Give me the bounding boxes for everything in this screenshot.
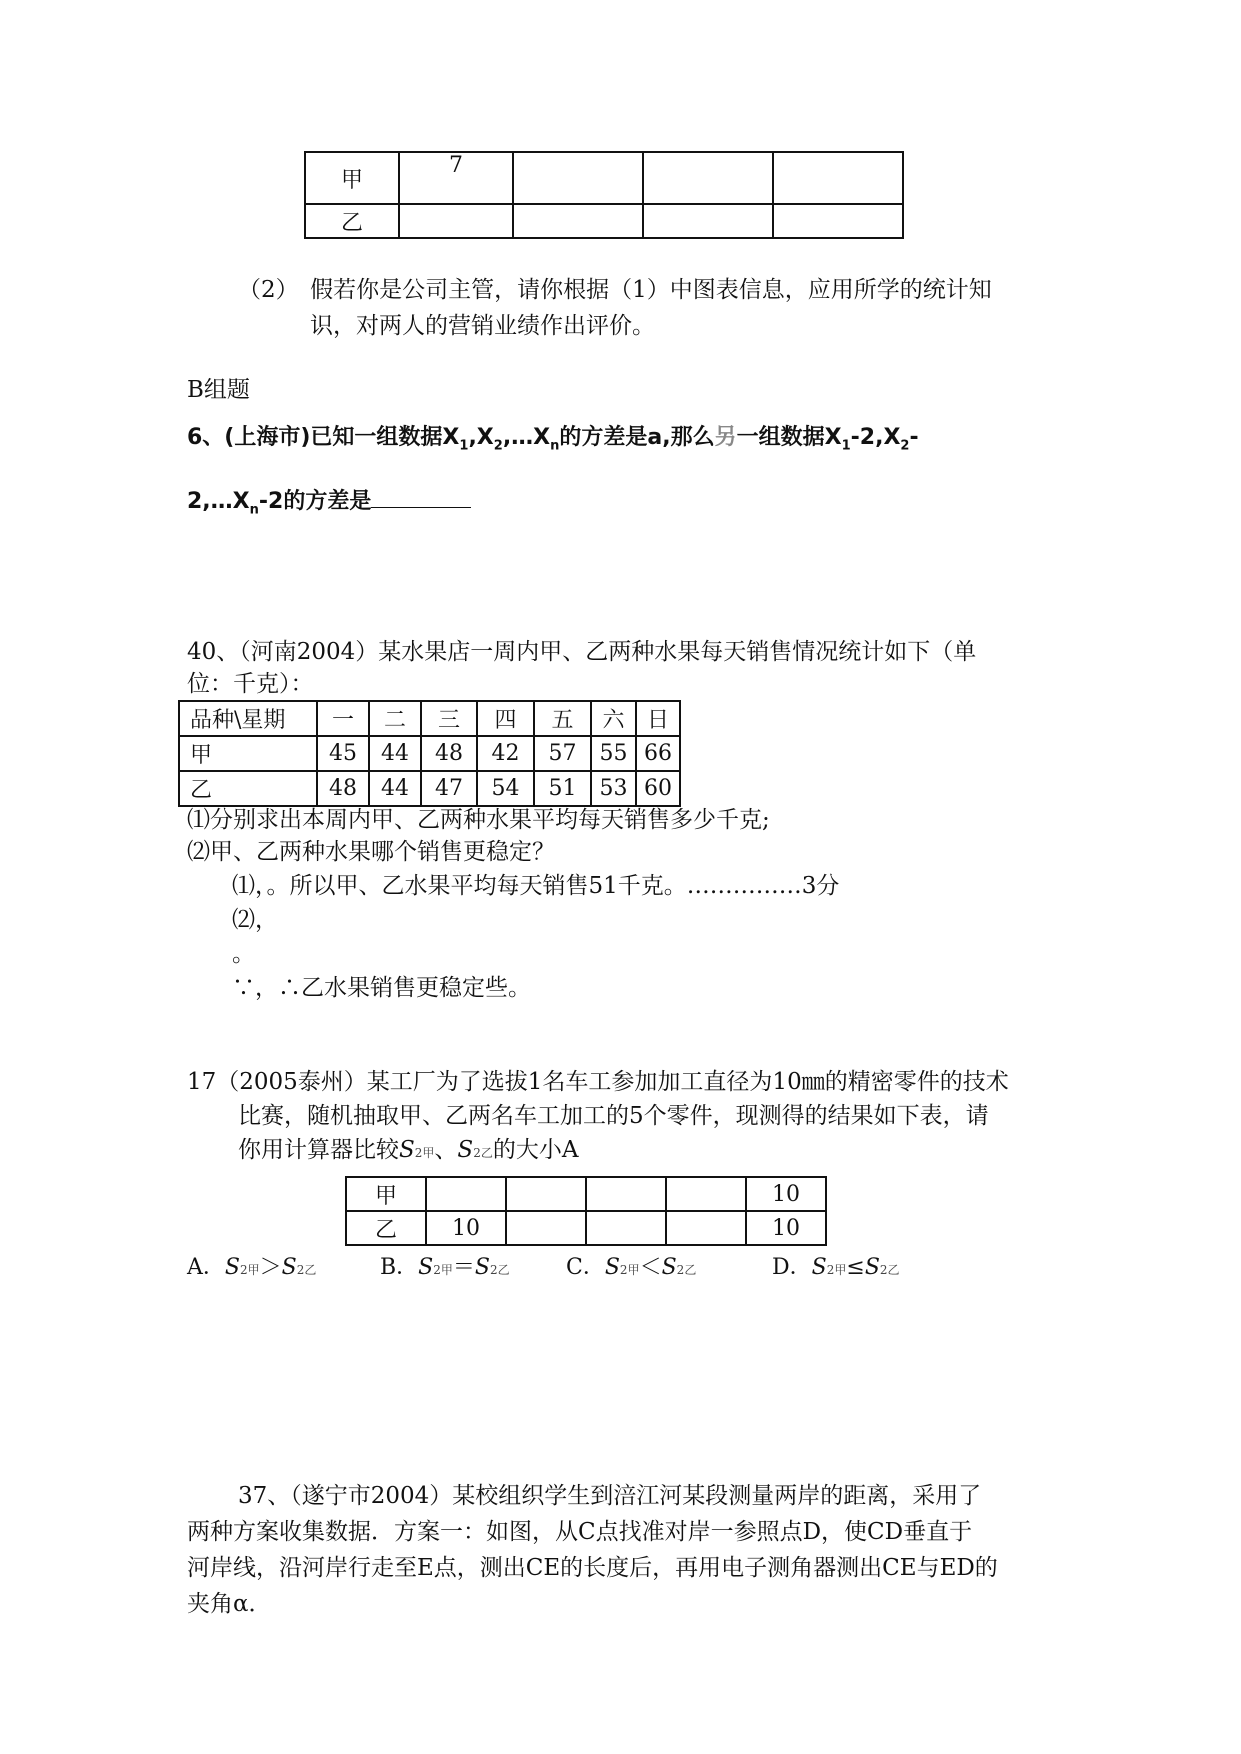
- table-cell: 7: [399, 152, 513, 204]
- table-cell: 44: [369, 771, 421, 806]
- table-cell: 44: [369, 736, 421, 771]
- header-cell: 六: [591, 701, 636, 736]
- s-variable: S: [224, 1255, 240, 1280]
- s-variable: S: [811, 1255, 827, 1280]
- table-cell: [666, 1177, 746, 1211]
- table-cell: 45: [317, 736, 369, 771]
- table-cell: [426, 1177, 506, 1211]
- table-cell: [666, 1211, 746, 1245]
- q6-text: 另: [714, 425, 737, 450]
- q6-text: 的方差是a,那么: [559, 425, 715, 450]
- table-cell: 10: [746, 1211, 826, 1245]
- choice-d[interactable]: [772, 1250, 900, 1281]
- q6-text: 一组数据X: [736, 425, 842, 450]
- table-cell: [773, 152, 903, 204]
- s-variable: S: [457, 1137, 474, 1163]
- superscript: 2: [239, 1263, 248, 1277]
- superscript: 2: [433, 1263, 441, 1277]
- table-cell: [586, 1177, 666, 1211]
- subscript: 乙: [304, 1263, 317, 1277]
- table-cell: 48: [317, 771, 369, 806]
- s-variable: S: [418, 1255, 434, 1280]
- subscript: 甲: [440, 1263, 453, 1277]
- subscript: 乙: [497, 1263, 510, 1277]
- parts-table: [345, 1176, 827, 1246]
- subscript: 乙: [887, 1263, 900, 1277]
- operator: ≤: [846, 1255, 865, 1280]
- question-37-line3: 河岸线，沿河岸行走至E点，测出CE的长度后，再用电子测角器测出CE与ED的: [187, 1555, 998, 1581]
- superscript: 2: [490, 1263, 498, 1277]
- q17-text: 、: [434, 1137, 458, 1163]
- row-label: 乙: [346, 1211, 426, 1245]
- answer-40-part3: 。: [232, 941, 255, 967]
- header-cell: 四: [477, 701, 534, 736]
- choice-letter: B．: [380, 1255, 419, 1280]
- superscript: 2: [414, 1146, 423, 1160]
- q6-text: -2的方差是: [258, 489, 372, 514]
- question-37-line4: 夹角α．: [187, 1591, 272, 1617]
- superscript: 2: [473, 1146, 481, 1160]
- header-cell: 二: [369, 701, 421, 736]
- operator: ＜: [639, 1255, 662, 1280]
- q6-sub: n: [249, 502, 259, 518]
- table-cell: 42: [477, 736, 534, 771]
- table-cell: [513, 152, 643, 204]
- question-17-line3: [238, 1132, 578, 1171]
- question-17-line1: 17（2005泰州）某工厂为了选拔1名车工参加加工直径为10㎜的精密零件的技术: [187, 1069, 1009, 1095]
- table-cell: 47: [421, 771, 477, 806]
- subscript: 甲: [627, 1263, 640, 1277]
- table-cell: [773, 204, 903, 238]
- row-label: 甲: [179, 736, 317, 771]
- superscript: 2: [296, 1263, 305, 1277]
- question-6-line1: [187, 420, 919, 464]
- subscript: 甲: [422, 1146, 435, 1160]
- score-table-top: [304, 151, 904, 239]
- q6-text: 6、(上海市)已知一组数据: [187, 425, 443, 450]
- question-6-line2: [187, 484, 471, 528]
- choice-letter: C．: [566, 1255, 605, 1280]
- table-cell: [643, 204, 773, 238]
- question-37-line1: 37、（遂宁市2004）某校组织学生到涪江河某段测量两岸的距离，采用了: [238, 1483, 982, 1509]
- header-cell: 品种\星期: [179, 701, 317, 736]
- table-cell: 53: [591, 771, 636, 806]
- table-row: [305, 152, 903, 204]
- answer-40-part4: ∵，∴乙水果销售更稳定些。: [232, 975, 531, 1001]
- answer-blank[interactable]: [371, 487, 471, 508]
- table-cell: 66: [636, 736, 680, 771]
- table-cell: 51: [534, 771, 591, 806]
- header-cell: 三: [421, 701, 477, 736]
- s-variable: S: [864, 1255, 880, 1280]
- q6-sub: 2: [900, 438, 910, 454]
- table-row: [179, 771, 680, 806]
- table-row: [305, 204, 903, 238]
- q17-text: 你用计算器比较: [238, 1137, 399, 1163]
- s-variable: S: [399, 1137, 415, 1163]
- table-cell: [586, 1211, 666, 1245]
- q6-text: ,: [468, 425, 477, 450]
- superscript: 2: [826, 1263, 835, 1277]
- table-cell: 55: [591, 736, 636, 771]
- q6-text: -: [909, 425, 919, 450]
- header-cell: 五: [534, 701, 591, 736]
- q6-sub: 1: [459, 438, 469, 454]
- table-cell: 10: [746, 1177, 826, 1211]
- table-cell: [506, 1177, 586, 1211]
- question-2-line2: 识，对两人的营销业绩作出评价。: [310, 313, 655, 339]
- choice-letter: A．: [187, 1255, 225, 1280]
- answer-40-part1: ⑴，。所以甲、乙水果平均每天销售51千克。……………3分: [232, 873, 840, 899]
- question-40-part1: ⑴分别求出本周内甲、乙两种水果平均每天销售多少千克;: [187, 807, 770, 833]
- table-row: [346, 1177, 826, 1211]
- fruit-sales-table: [178, 700, 681, 807]
- q6-text: -2,X: [850, 425, 901, 450]
- choice-letter: D．: [772, 1255, 812, 1280]
- choice-c[interactable]: [566, 1250, 696, 1281]
- s-variable: S: [474, 1255, 490, 1280]
- question-17-line2: 比赛，随机抽取甲、乙两名车工加工的5个零件，现测得的结果如下表，请: [238, 1103, 989, 1129]
- operator: ＝: [452, 1255, 475, 1280]
- table-row: [179, 736, 680, 771]
- q6-text: X: [442, 425, 460, 450]
- q17-text: 的大小A: [492, 1137, 579, 1163]
- choice-b[interactable]: [380, 1250, 510, 1281]
- row-label: 甲: [346, 1177, 426, 1211]
- table-cell: 57: [534, 736, 591, 771]
- operator: ＞: [259, 1255, 282, 1280]
- table-cell: [643, 152, 773, 204]
- question-2-line1: （2） 假若你是公司主管，请你根据（1）中图表信息，应用所学的统计知: [238, 277, 992, 303]
- subscript: 乙: [684, 1263, 697, 1277]
- group-b-heading: B组题: [187, 377, 250, 403]
- q6-sub: 1: [841, 438, 851, 454]
- question-40-line2: 位：千克）：: [187, 671, 314, 697]
- s-variable: S: [661, 1255, 677, 1280]
- answer-40-part2: ⑵，: [232, 907, 278, 933]
- table-cell: 10: [426, 1211, 506, 1245]
- row-label: 甲: [305, 152, 399, 204]
- subscript: 甲: [834, 1263, 847, 1277]
- question-40-line1: 40、（河南2004）某水果店一周内甲、乙两种水果每天销售情况统计如下（单: [187, 639, 977, 665]
- q6-sub: 2: [493, 438, 503, 454]
- superscript: 2: [619, 1263, 628, 1277]
- q6-sub: n: [550, 438, 560, 454]
- table-cell: [513, 204, 643, 238]
- table-cell: 48: [421, 736, 477, 771]
- question-37-line2: 两种方案收集数据．方案一：如图，从C点找准对岸一参照点D，使CD垂直于: [187, 1519, 973, 1545]
- question-40-part2: ⑵甲、乙两种水果哪个销售更稳定？: [187, 839, 555, 865]
- superscript: 2: [879, 1263, 888, 1277]
- header-cell: 日: [636, 701, 680, 736]
- table-cell: [399, 204, 513, 238]
- row-label: 乙: [305, 204, 399, 238]
- q6-text: ,…X: [502, 425, 551, 450]
- table-cell: 60: [636, 771, 680, 806]
- choice-a[interactable]: [187, 1250, 316, 1281]
- table-row: [346, 1211, 826, 1245]
- header-cell: 一: [317, 701, 369, 736]
- superscript: 2: [676, 1263, 685, 1277]
- subscript: 乙: [480, 1146, 493, 1160]
- q6-text: 2,…X: [187, 489, 250, 514]
- table-header-row: [179, 701, 680, 736]
- subscript: 甲: [247, 1263, 260, 1277]
- s-variable: S: [604, 1255, 620, 1280]
- q6-text: X: [476, 425, 494, 450]
- s-variable: S: [281, 1255, 297, 1280]
- table-cell: 54: [477, 771, 534, 806]
- row-label: 乙: [179, 771, 317, 806]
- table-cell: [506, 1211, 586, 1245]
